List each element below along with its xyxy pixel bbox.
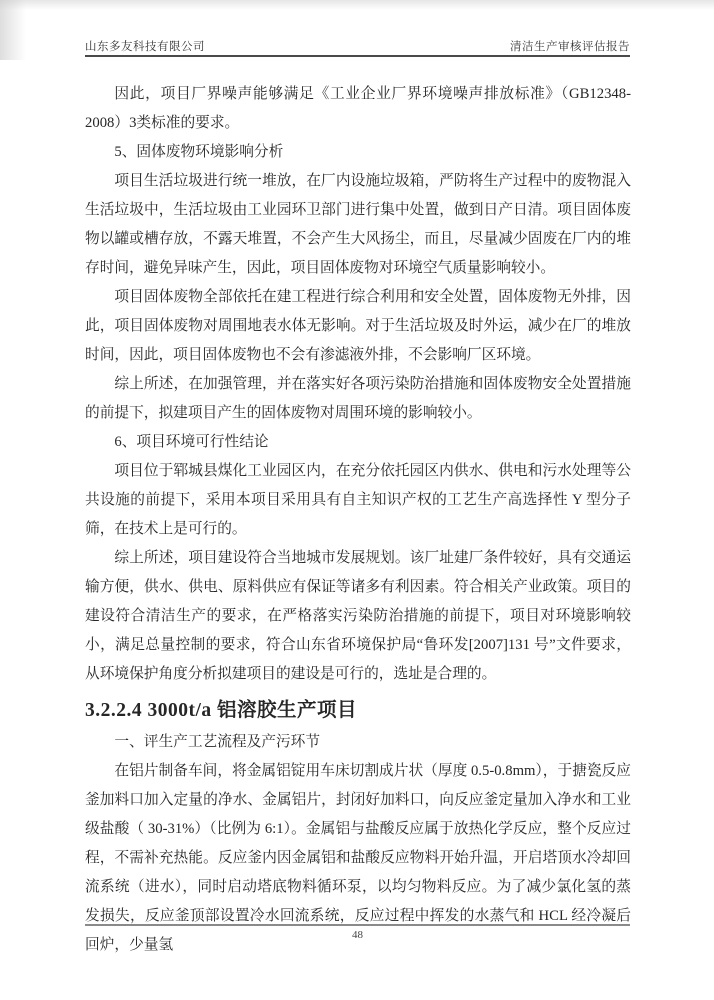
paragraph-solid-waste-disposal: 项目固体废物全部依托在建工程进行综合利用和安全处置，固体废物无外排，因此，项目固体废物对周围地表水体无影响。对于生活垃圾及时外运，减少在厂的堆放时间，因此，项目固体废物也不会有渗滤液外排，不会影响厂区环境。 [85, 289, 631, 363]
document-body [85, 80, 631, 960]
page-header [85, 38, 630, 54]
paragraph-noise-standard: 因此，项目厂界噪声能够满足《工业企业厂界环境噪声排放标准》（GB12348-2008）3类标准的要求。 [85, 86, 631, 131]
page-number: 48 [352, 929, 363, 941]
heading-production-process: 一、评生产工艺流程及产污环节 [114, 734, 321, 750]
section-heading-aluminum-sol-project: 3.2.2.4 3000t/a 铝溶胶生产项目 [85, 700, 358, 721]
footer-rule [85, 924, 630, 926]
heading-solid-waste-analysis: 5、固体废物环境影响分析 [114, 144, 284, 160]
scan-shade-top [0, 0, 714, 10]
header-report-title: 清洁生产审核评估报告 [510, 41, 630, 53]
paragraph-domestic-garbage: 项目生活垃圾进行统一堆放，在厂内设施垃圾箱，严防将生产过程中的废物混入生活垃圾中，生活垃圾由工业园环卫部门进行集中处置，做到日产日清。项目固体废物以罐或槽存放，不露天堆置，不会产生大风扬尘，而且，尽量减少固废在厂内的堆存时间，避免异味产生，因此，项目固体废物对环境空气质量影响较小。 [85, 173, 631, 276]
paragraph-project-location: 项目位于郓城县煤化工业园区内，在充分依托园区内供水、供电和污水处理等公共设施的前提下，采用本项目采用具有自主知识产权的工艺生产高选择性 Y 型分子筛，在技术上是可行的。 [85, 463, 631, 537]
header-rule [85, 55, 630, 57]
header-company-name: 山东多友科技有限公司 [85, 41, 205, 53]
scan-shade-corner [0, 0, 26, 60]
paragraph-overall-conclusion: 综上所述，项目建设符合当地城市发展规划。该厂址建厂条件较好，具有交通运输方便，供水、供电、原料供应有保证等诸多有利因素。符合相关产业政策。项目的建设符合清洁生产的要求，在严格落实污染防治措施的前提下，项目对环境影响较小，满足总量控制的要求，符合山东省环境保护局“鲁环发[2007]131 号”文件要求，从环境保护角度分析拟建项目的建设是可行的，选址是合理的。 [85, 550, 631, 682]
paragraph-aluminum-process-description: 在铝片制备车间，将金属铝锭用车床切割成片状（厚度 0.5-0.8mm），于搪瓷反应釜加料口加入定量的净水、金属铝片，封闭好加料口，向反应釜定量加入净水和工业级盐酸（ 30-31%）（比例为 6:1）。金属铝与盐酸反应属于放热化学反应，整个反应过程，不需补充热能。反应釜内因金属铝和盐酸反应物料开始升温，开启塔顶水冷却回流系统（进水），同时启动塔底物料循环泵，以均匀物料反应。为了减少氯化氢的蒸发损失，反应釜顶部设置冷水回流系统，反应过程中挥发的水蒸气和 HCL 经冷凝后回炉，少量氢 [85, 763, 631, 953]
paragraph-solid-waste-summary: 综上所述，在加强管理，并在落实好各项污染防治措施和固体废物安全处置措施的前提下，拟建项目产生的固体废物对周围环境的影响较小。 [85, 376, 631, 421]
heading-environment-feasibility: 6、项目环境可行性结论 [114, 434, 269, 450]
